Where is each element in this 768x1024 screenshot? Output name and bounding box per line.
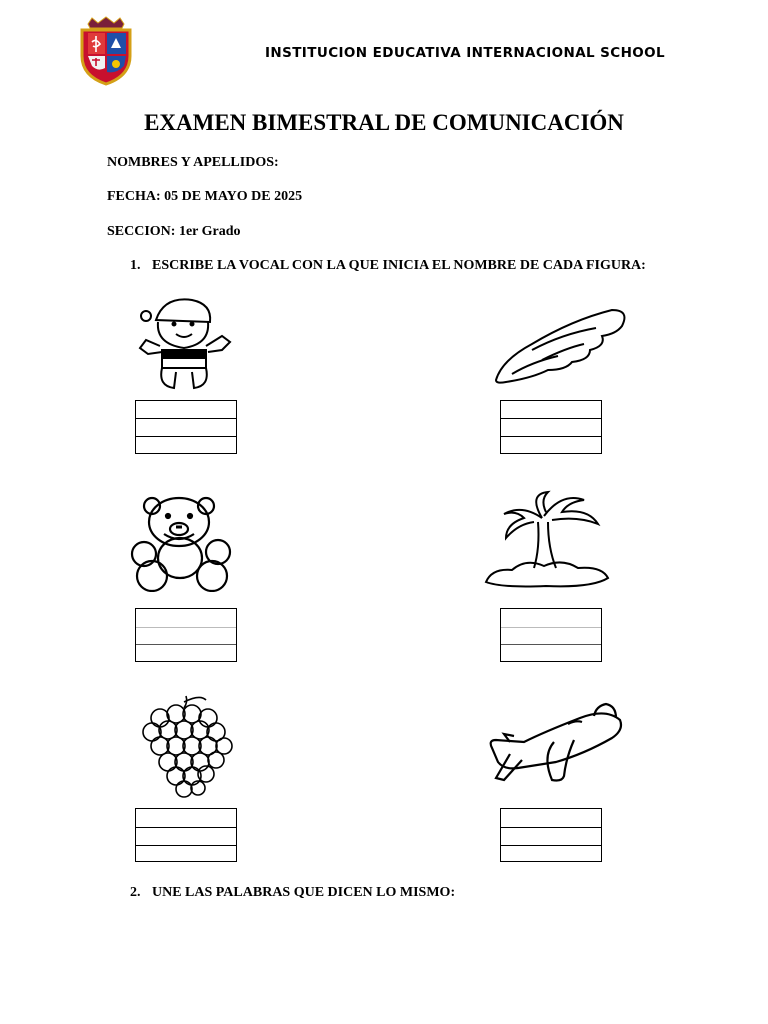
- question-2-number: 2.: [130, 885, 141, 900]
- teddy-bear-icon: [128, 494, 236, 592]
- answer-box-6[interactable]: [500, 808, 602, 862]
- date-label: FECHA: 05 DE MAYO DE 2025: [107, 189, 303, 204]
- school-name: INSTITUCION EDUCATIVA INTERNACIONAL SCHOOL: [264, 45, 666, 61]
- answer-box-3[interactable]: [135, 608, 237, 662]
- wing-icon: [492, 304, 630, 386]
- question-1-text: ESCRIBE LA VOCAL CON LA QUE INICIA EL NOMBRE DE CADA FIGURA:: [152, 258, 646, 273]
- section-label: SECCION: 1er Grado: [107, 224, 241, 239]
- question-1-number: 1.: [130, 258, 141, 273]
- exam-title: EXAMEN BIMESTRAL DE COMUNICACIÓN: [144, 110, 624, 135]
- airplane-icon: [484, 696, 626, 786]
- answer-box-5[interactable]: [135, 808, 237, 862]
- santa-claus-icon: [134, 292, 234, 392]
- answer-box-1[interactable]: [135, 400, 237, 454]
- question-2-text: UNE LAS PALABRAS QUE DICEN LO MISMO:: [152, 885, 456, 900]
- name-field-label: NOMBRES Y APELLIDOS:: [107, 155, 279, 170]
- question-2: [130, 885, 455, 901]
- answer-box-4[interactable]: [500, 608, 602, 662]
- island-icon: [482, 488, 614, 590]
- grapes-icon: [140, 690, 236, 798]
- school-crest-logo: [78, 16, 134, 86]
- question-1: [130, 258, 646, 274]
- answer-box-2[interactable]: [500, 400, 602, 454]
